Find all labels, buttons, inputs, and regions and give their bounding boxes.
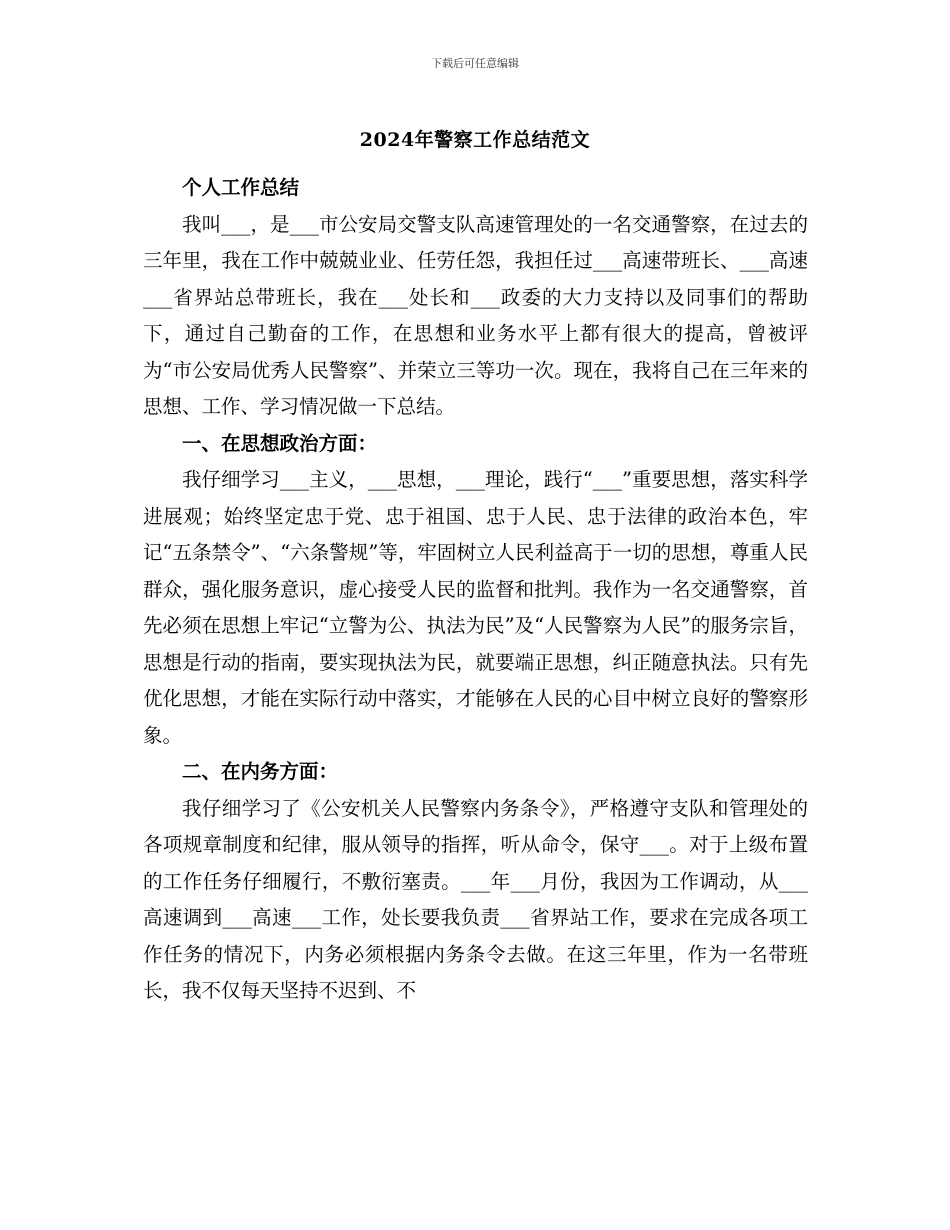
document-body — [143, 170, 808, 1010]
section-body-internal-affairs: 我仔细学习了《公安机关人民警察内务条令》，严格遵守支队和管理处的各项规章制度和纪律，服从领导的指挥，听从命令，保守___。对于上级布置的工作任务仔细履行，不敷衍塞责。___年___月份，我因为工作调动，从___高速调到___高速___工作，处长要我负责___省界站工作，要求在完成各项工作任务的情况下，内务必须根据内务条令去做。在这三年里，作为一名带班长，我不仅每天坚持不迟到、不 — [143, 796, 808, 1002]
page-header-note: 下载后可任意编辑 — [431, 57, 519, 70]
document-title: 2024年警察工作总结范文 — [359, 129, 591, 151]
section-heading-internal-affairs: 二、在内务方面： — [182, 760, 339, 783]
document-subtitle: 个人工作总结 — [182, 176, 300, 199]
section-heading-ideology: 一、在思想政治方面： — [182, 431, 378, 455]
section-body-ideology: 我仔细学习___主义，___思想，___理论，践行“___”重要思想，落实科学进展观；始终坚定忠于党、忠于祖国、忠于人民、忠于法律的政治本色，牢记“五条禁令”、“六条警规”等，牢固树立人民利益高于一切的思想，尊重人民群众，强化服务意识，虚心接受人民的监督和批判。我作为一名交通警察，首先必须在思想上牢记“立警为公、执法为民”及“人民警察为人民”的服务宗旨，思想是行动的指南，要实现执法为民，就要端正思想，纠正随意执法。只有先优化思想，才能在实际行动中落实，才能够在人民的心目中树立良好的警察形象。 — [143, 468, 808, 747]
intro-paragraph: 我叫___，是___市公安局交警支队高速管理处的一名交通警察，在过去的三年里，我在工作中兢兢业业、任劳任怨，我担任过___高速带班长、___高速___省界站总带班长，我在___处长和___政委的大力支持以及同事们的帮助下，通过自己勤奋的工作，在思想和业务水平上都有很大的提高，曾被评为“市公安局优秀人民警察”、并荣立三等功一次。现在，我将自己在三年来的思想、工作、学习情况做一下总结。 — [143, 212, 808, 418]
